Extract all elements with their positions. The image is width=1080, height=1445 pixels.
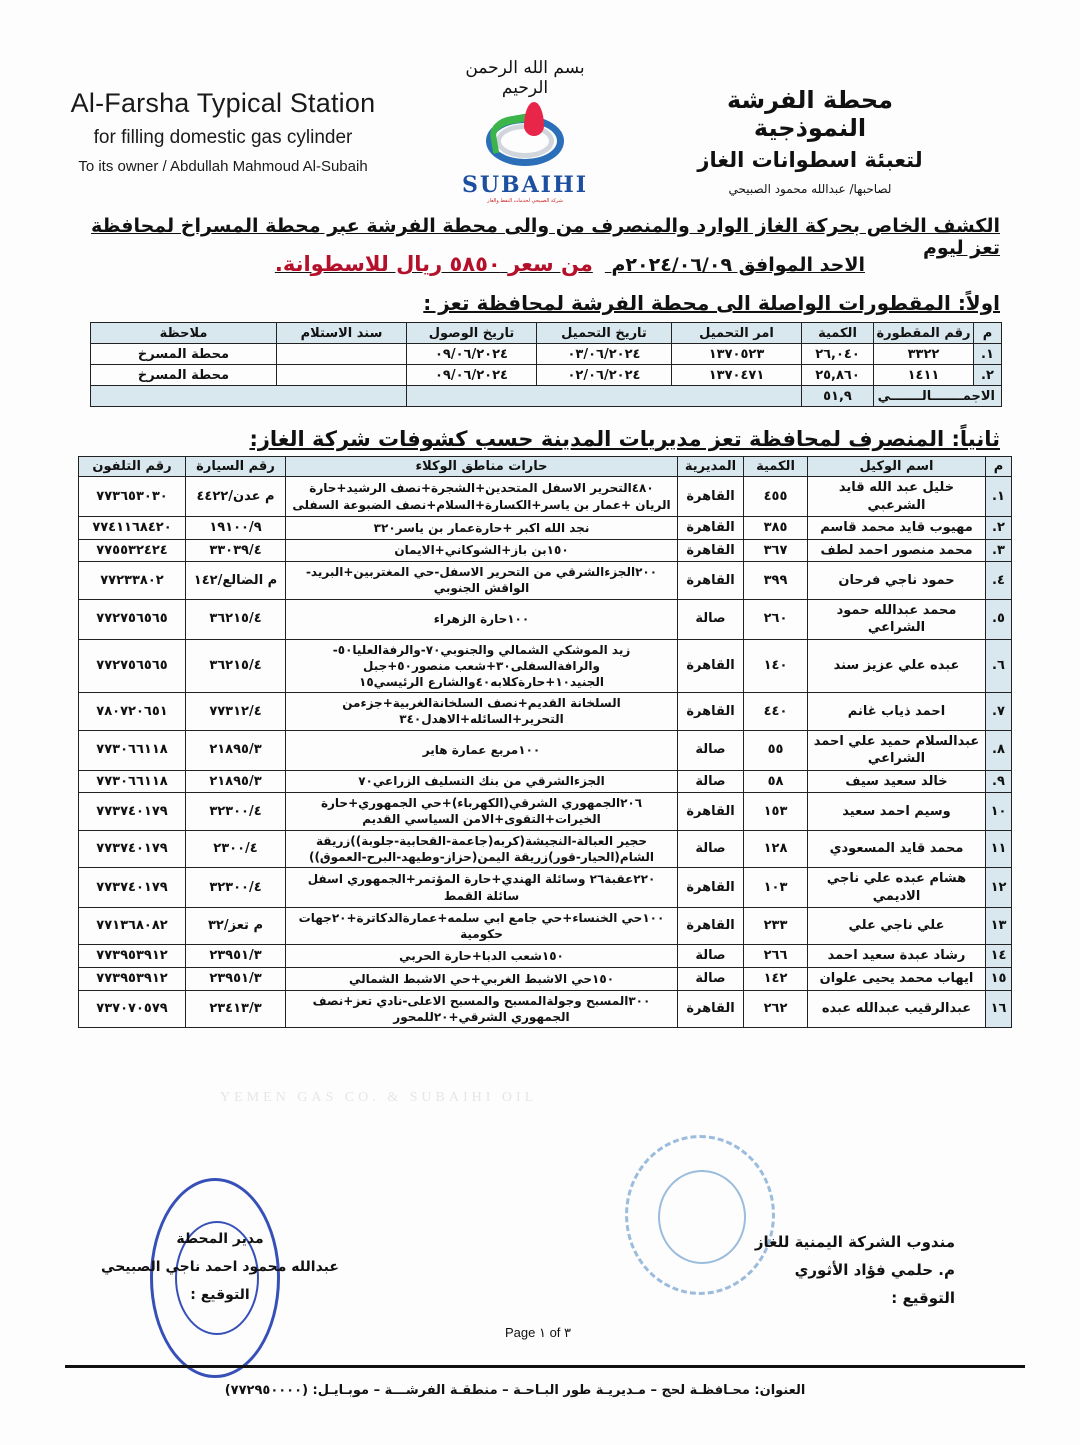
- agent-areas: نجد الله اكبر +حارةعمار بن ياسر٣٢٠: [286, 517, 678, 540]
- agent-areas: ٢٢٠عقبة٢٦ وسائلة الهندي+حارة المؤتمر+الجمهوري اسفل سائلة القمط: [286, 867, 678, 907]
- distribution-row: [79, 793, 1012, 830]
- receipt: [277, 344, 407, 365]
- note: محطة المسرخ: [91, 365, 277, 386]
- trailer-number: ٣٣٢٢: [874, 344, 974, 365]
- total-blank: [407, 386, 802, 407]
- agent-name: ايهاب محمد يحيى علوان: [808, 968, 986, 991]
- row-index: ١٢: [986, 867, 1012, 907]
- station-purpose-ar: لتعبئة اسطوانات الغاز: [697, 148, 923, 172]
- distribution-row: [79, 562, 1012, 599]
- car-number: م عدن/٤٤٢٢: [186, 477, 286, 517]
- receipt: [277, 365, 407, 386]
- district: القاهرة: [678, 639, 744, 693]
- report-date: الاحد الموافق ٢٠٢٤/٠٦/٠٩م: [611, 254, 865, 276]
- agent-name: خليل عبد الله قايد الشرعبي: [808, 477, 986, 517]
- rep-signature-label: التوقيع :: [891, 1289, 955, 1307]
- agent-areas: ١٥٠بن باز+الشوكاني+الايمان: [286, 539, 678, 562]
- phone-number: ٧٧٣٠٦٦١١٨: [79, 730, 186, 770]
- phone-number: ٧٧٢٣٣٨٠٢: [79, 562, 186, 599]
- row-index: ١٤: [986, 945, 1012, 968]
- col-load-date: تاريخ التحميل: [537, 323, 672, 344]
- col-load-order: امر التحميل: [672, 323, 802, 344]
- rep-title: مندوب الشركة اليمنية للغاز: [754, 1233, 955, 1251]
- distribution-row: [79, 968, 1012, 991]
- quantity: ٢٦٠: [744, 599, 808, 639]
- station-purpose-en: for filling domestic gas cylinder: [93, 127, 353, 148]
- row-index: ١٦: [986, 990, 1012, 1027]
- agent-name: خالد سعيد سيف: [808, 770, 986, 793]
- district: صالة: [678, 968, 744, 991]
- agent-areas: ٢٠٦الجمهوري الشرقي(الكهرباء)+حي الجمهوري+حارة الخيرات+التقوى+الامن السياسي القديم: [286, 793, 678, 830]
- quantity: ١٥٣: [744, 793, 808, 830]
- col-district: المديرية: [678, 457, 744, 477]
- row-index: ١٥: [986, 968, 1012, 991]
- distribution-row: [79, 599, 1012, 639]
- col-index: م: [986, 457, 1012, 477]
- car-number: ٢١٨٩٥/٣: [186, 730, 286, 770]
- agent-name: محمد عبدالله حمود الشراعي: [808, 599, 986, 639]
- distribution-header-row: [79, 457, 1012, 477]
- quantity: ٢٥,٨٦٠: [802, 365, 874, 386]
- distribution-row: [79, 945, 1012, 968]
- row-index: ٧.: [986, 693, 1012, 730]
- gas-company-stamp-icon: [625, 1135, 775, 1295]
- car-number: ٧٧٣١٢/٤: [186, 693, 286, 730]
- district: صالة: [678, 770, 744, 793]
- total-label: الاجمـــــــالـــــــي: [874, 386, 1002, 407]
- load-order: ١٣٧٠٤٧١: [672, 365, 802, 386]
- district: القاهرة: [678, 477, 744, 517]
- agent-name: رشاد عبدة سعيد احمد: [808, 945, 986, 968]
- logo-wordmark: SUBAIHI: [461, 172, 589, 198]
- total-blank-2: [91, 386, 407, 407]
- quantity: ٢٣٣: [744, 908, 808, 945]
- car-number: ٣٢٣٠٠/٤: [186, 793, 286, 830]
- station-manager-signature-block: [85, 1225, 355, 1309]
- district: القاهرة: [678, 990, 744, 1027]
- phone-number: ٧٣٧٠٧٠٥٧٩: [79, 990, 186, 1027]
- district: القاهرة: [678, 793, 744, 830]
- agent-areas: ١٠٠حي الخنساء+حي جامع ابي سلمه+عمارةالدكاترة+٢٠جهات حكومية: [286, 908, 678, 945]
- row-index: ٢.: [974, 365, 1002, 386]
- row-index: ٨.: [986, 730, 1012, 770]
- col-quantity: الكمية: [744, 457, 808, 477]
- col-car-number: رقم السيارة: [186, 457, 286, 477]
- car-number: م تعز/٣٢: [186, 908, 286, 945]
- footer-address: العنوان: محـافظـة لحج – مـديريـة طور البـاحـة – منطقـة الفرشـــة – موبـايـل: (٧٧٢٩٥٠٠٠٠): [224, 1383, 806, 1398]
- basmala: بسم الله الرحمن الرحيم: [465, 58, 585, 98]
- phone-number: ٧٨٠٧٢٠٦٥١: [79, 693, 186, 730]
- col-agent-name: اسم الوكيل: [808, 457, 986, 477]
- header-arabic: [670, 86, 950, 196]
- agent-name: محمد منصور احمد لطف: [808, 539, 986, 562]
- row-index: ١١: [986, 830, 1012, 867]
- phone-number: ٧٧٢٧٥٦٥٦٥: [79, 639, 186, 693]
- agent-areas: ٣٠٠المسبح وجولةالمسبح والمسبح الاعلى-نادي تعز+نصف الجمهوري الشرقي+٢٠للمحور: [286, 990, 678, 1027]
- report-title: الكشف الخاص بحركة الغاز الوارد والمنصرف من والى محطة الفرشة عبر محطة المسراخ لمحافظة تعز ليوم: [90, 215, 1000, 259]
- quantity: ٥٥: [744, 730, 808, 770]
- trailers-table: [90, 322, 1002, 407]
- district: صالة: [678, 830, 744, 867]
- car-number: ٢٣٩٥١/٣: [186, 945, 286, 968]
- station-name-en: Al-Farsha Typical Station: [70, 88, 376, 118]
- station-owner-en: To its owner / Abdullah Mahmoud Al-Subaih: [78, 158, 368, 175]
- quantity: ٤٤٠: [744, 693, 808, 730]
- phone-number: ٧٧٣٧٤٠١٧٩: [79, 867, 186, 907]
- manager-signature-label: التوقيع :: [190, 1287, 250, 1303]
- car-number: ٢١٨٩٥/٣: [186, 770, 286, 793]
- distribution-row: [79, 730, 1012, 770]
- phone-number: ٧٧٣٧٤٠١٧٩: [79, 793, 186, 830]
- cylinder-price: من سعر ٥٨٥٠ ريال للاسطوانة.: [274, 252, 593, 276]
- district: القاهرة: [678, 908, 744, 945]
- agent-name: محمد قايد المسعودي: [808, 830, 986, 867]
- agent-areas: حجير العبالة-النجيشة(كربه(جاعمة-القحابية-جلوبة))زريقة الشام(الحيار-قور)زريقة اليمن(حزاز-وطيهد-البرح-العموق)): [286, 830, 678, 867]
- load-order: ١٣٧٠٥٢٣: [672, 344, 802, 365]
- agent-name: حمود ناجي فرحان: [808, 562, 986, 599]
- distribution-row: [79, 693, 1012, 730]
- distribution-row: [79, 830, 1012, 867]
- station-owner-ar: لصاحبها/ عبدالله محمود الصبيحي: [728, 182, 892, 196]
- phone-number: ٧٧٤١١٦٨٤٢٠: [79, 517, 186, 540]
- page-number: Page ١ of ٣: [505, 1325, 572, 1340]
- row-index: ٥.: [986, 599, 1012, 639]
- district: القاهرة: [678, 867, 744, 907]
- row-index: ٦.: [986, 639, 1012, 693]
- agent-areas: ٤٨٠التحرير الاسفل المتحدين+الشجرة+نصف الرشيد+حارة الريان +عمار بن ياسر+الكسارة+السلام+نصف الضبوعة السفلى: [286, 477, 678, 517]
- distribution-row: [79, 770, 1012, 793]
- car-number: ٣٦٢١٥/٤: [186, 639, 286, 693]
- trailer-number: ١٤١١: [874, 365, 974, 386]
- phone-number: ٧٧٥٥٣٢٤٢٤: [79, 539, 186, 562]
- quantity: ١٤٠: [744, 639, 808, 693]
- quantity: ٣٩٩: [744, 562, 808, 599]
- quantity: ٣٦٧: [744, 539, 808, 562]
- arrival-date: ٠٩/٠٦/٢٠٢٤: [407, 365, 537, 386]
- phone-number: ٧٧٣٩٥٣٩١٢: [79, 968, 186, 991]
- quantity: ١٤٢: [744, 968, 808, 991]
- arrival-date: ٠٩/٠٦/٢٠٢٤: [407, 344, 537, 365]
- section-2-title: ثانياً: المنصرف لمحافظة تعز مديريات المدينة حسب كشوفات شركة الغاز:: [249, 427, 1000, 451]
- agent-name: علي ناجي علي: [808, 908, 986, 945]
- district: صالة: [678, 945, 744, 968]
- agent-areas: السلخانة القديم+نصف السلخانةالغربية+جزءمن التحرير+السائله+الاهدل٣٤٠: [286, 693, 678, 730]
- agent-areas: زيد الموشكي الشمالي والجنوبي٧٠-والرفةالعليا٥٠-والرافةالسفلى٣٠+شعب منصور٥٠+جبل الجنيد١٠+حارةكلابه٤٠والشارع الرئيسي١٥: [286, 639, 678, 693]
- load-date: ٠٣/٠٦/٢٠٢٤: [537, 344, 672, 365]
- quantity: ٢٦,٠٤٠: [802, 344, 874, 365]
- quantity: ١٠٣: [744, 867, 808, 907]
- col-note: ملاحظة: [91, 323, 277, 344]
- manager-title: مدير المحطة: [176, 1231, 264, 1247]
- phone-number: ٧٧٣٩٥٣٩١٢: [79, 945, 186, 968]
- phone-number: ٧٧٢٧٥٦٥٦٥: [79, 599, 186, 639]
- agent-areas: ١٠٠مربع عمارة هاير: [286, 730, 678, 770]
- phone-number: ٧٧٣٠٦٦١١٨: [79, 770, 186, 793]
- agent-name: عبدالسلام حميد علي احمد الشراعي: [808, 730, 986, 770]
- distribution-row: [79, 639, 1012, 693]
- distribution-row: [79, 867, 1012, 907]
- col-phone: رقم التلفون: [79, 457, 186, 477]
- load-date: ٠٢/٠٦/٢٠٢٤: [537, 365, 672, 386]
- phone-number: ٧٧١٣٦٨٠٨٢: [79, 908, 186, 945]
- header-english: [58, 88, 388, 175]
- note: محطة المسرخ: [91, 344, 277, 365]
- row-index: ٢.: [986, 517, 1012, 540]
- row-index: ١.: [986, 477, 1012, 517]
- total-value: ٥١,٩: [802, 386, 874, 407]
- manager-name: عبدالله محمود احمد ناجي الصبيحي: [101, 1259, 339, 1275]
- trailers-header-row: [91, 323, 1002, 344]
- district: القاهرة: [678, 517, 744, 540]
- agent-areas: الجزءالشرقي من بنك التسليف الزراعي٧٠: [286, 770, 678, 793]
- car-number: ٣٢٣٠٠/٤: [186, 867, 286, 907]
- rep-name: م. حلمي فؤاد الأثوري: [794, 1261, 955, 1279]
- district: القاهرة: [678, 539, 744, 562]
- agent-areas: ٢٠٠الجزءالشرقي من التحرير الاسفل-حي المغتربين+البريد-الواقش الجنوبي: [286, 562, 678, 599]
- station-name-ar: محطة الفرشة النموذجية: [726, 86, 894, 142]
- distribution-row: [79, 990, 1012, 1027]
- car-number: ٣٣٠٣٩/٤: [186, 539, 286, 562]
- car-number: ٢٣٩٥١/٣: [186, 968, 286, 991]
- car-number: ١٩١٠٠/٩: [186, 517, 286, 540]
- distribution-row: [79, 517, 1012, 540]
- col-quantity: الكمية: [802, 323, 874, 344]
- report-date-line: [275, 252, 865, 276]
- phone-number: ٧٧٣٧٤٠١٧٩: [79, 830, 186, 867]
- row-index: ١.: [974, 344, 1002, 365]
- agent-areas: ١٥٠حي الاشبط الغربي+حي الاشبط الشمالي: [286, 968, 678, 991]
- distribution-row: [79, 477, 1012, 517]
- row-index: ١٣: [986, 908, 1012, 945]
- col-arrival-date: تاريخ الوصول: [407, 323, 537, 344]
- section-1-title: اولاً: المقطورات الواصلة الى محطة الفرشة لمحافظة تعز :: [423, 291, 1000, 315]
- quantity: ١٢٨: [744, 830, 808, 867]
- district: صالة: [678, 730, 744, 770]
- company-logo: [440, 58, 610, 204]
- row-index: ٣.: [986, 539, 1012, 562]
- row-index: ٩.: [986, 770, 1012, 793]
- car-number: م الضالع/١٤٢: [186, 562, 286, 599]
- quantity: ٣٨٥: [744, 517, 808, 540]
- footer-divider: [65, 1365, 1025, 1368]
- agent-name: هشام عبده علي ناجي الاديمي: [808, 867, 986, 907]
- agent-areas: ١٥٠شعب الدبا+حارة الحربي: [286, 945, 678, 968]
- agent-name: عبدالرقيب عبدالله عبده: [808, 990, 986, 1027]
- agent-areas: ١٠٠حارة الزهراء: [286, 599, 678, 639]
- trailers-total-row: [91, 386, 1002, 407]
- district: القاهرة: [678, 693, 744, 730]
- agent-name: وسيم احمد سعيد: [808, 793, 986, 830]
- col-index: م: [974, 323, 1002, 344]
- col-trailer-number: رقم المقطورة: [874, 323, 974, 344]
- distribution-table: [78, 456, 1012, 1028]
- district: القاهرة: [678, 562, 744, 599]
- quantity: ٥٨: [744, 770, 808, 793]
- agent-name: مهيوب قايد محمد قاسم: [808, 517, 986, 540]
- car-number: ٣٦٢١٥/٤: [186, 599, 286, 639]
- trailer-row: [91, 344, 1002, 365]
- quantity: ٢٦٦: [744, 945, 808, 968]
- logo-flame-icon: [480, 102, 570, 170]
- watermark-text: YEMEN GAS CO. & SUBAIHI OIL: [220, 1090, 538, 1105]
- agent-name: احمد ذياب غانم: [808, 693, 986, 730]
- quantity: ٢٦٢: [744, 990, 808, 1027]
- district: صالة: [678, 599, 744, 639]
- car-number: ٢٣٤١٣/٣: [186, 990, 286, 1027]
- row-index: ١٠: [986, 793, 1012, 830]
- col-receipt: سند الاستلام: [277, 323, 407, 344]
- distribution-row: [79, 539, 1012, 562]
- logo-subtitle: شركة الصبيحي لخدمات النفط والغاز: [487, 198, 563, 204]
- distribution-body: [79, 477, 1012, 1028]
- quantity: ٤٥٥: [744, 477, 808, 517]
- agent-name: عبده علي عزيز سند: [808, 639, 986, 693]
- company-rep-signature-block: [755, 1228, 955, 1312]
- col-agent-areas: حارات مناطق الوكلاء: [286, 457, 678, 477]
- row-index: ٤.: [986, 562, 1012, 599]
- distribution-row: [79, 908, 1012, 945]
- trailer-row: [91, 365, 1002, 386]
- car-number: ٢٣٠٠/٤: [186, 830, 286, 867]
- phone-number: ٧٧٣٦٥٣٠٣٠: [79, 477, 186, 517]
